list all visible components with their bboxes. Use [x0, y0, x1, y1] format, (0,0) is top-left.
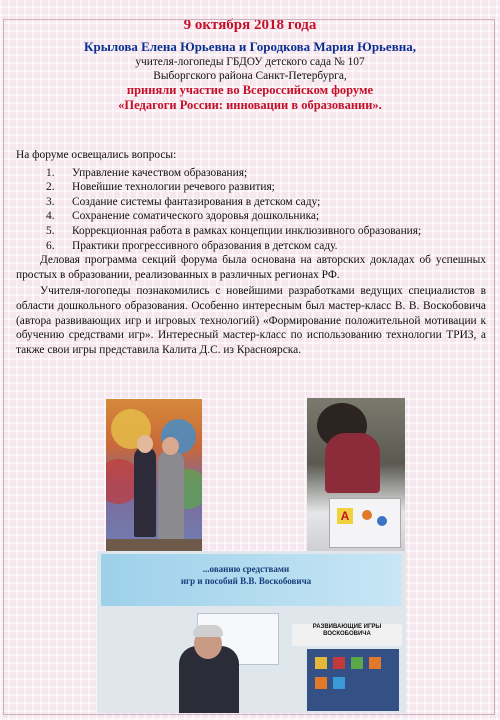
- event-line-2: «Педагоги России: инновации в образовании».: [118, 98, 382, 112]
- photo-teachers: [106, 399, 202, 557]
- event-line-1: приняли участие во Всероссийском форуме: [126, 83, 374, 97]
- slide-caption: ...ованию средствами игр и пособий В.В. Воскобовича: [180, 564, 312, 586]
- author-role: учителя-логопеды ГБДОУ детского сада № 107: [135, 56, 365, 68]
- article-body: [16, 148, 486, 357]
- photo-board-activity: A: [307, 398, 405, 562]
- paragraph-program: Деловая программа секций форума была основана на авторских докладах об успешных простых в образовании, реализованных в различных регионах РФ.: [16, 254, 486, 281]
- author-organization: Выборгского района Санкт-Петербурга,: [153, 70, 347, 82]
- games-banner: РАЗВИВАЮЩИЕ ИГРЫ ВОСКОБОВИЧА: [292, 624, 402, 646]
- list-item: 4. Сохранение соматического здоровья дошкольника;: [46, 210, 320, 223]
- list-item: 2. Новейшие технологии речевого развития;: [46, 181, 275, 194]
- event-date: 9 октября 2018 года: [183, 17, 317, 33]
- photo-masterclass: [97, 551, 406, 713]
- author-names: Крылова Елена Юрьевна и Городкова Мария Юрьевна,: [84, 39, 416, 54]
- paragraph-masterclass: Учителя-логопеды познакомились с новейшими разработками ведущих специалистов в области дошкольного образования. Особенно интересным был мастер-класс В. В. Воскобовича (автора развивающих игр и игровых технологий) «Формирование положительной мотивации к обучению средствами игр». Интересный мастер-класс по использованию технологии ТРИЗ, а также свои игры представила Калита Д.С. из Красноярска.: [16, 285, 486, 356]
- topics-list: [16, 166, 486, 254]
- slide-panel: [101, 554, 401, 606]
- topics-intro: На форуме освещались вопросы:: [16, 149, 177, 161]
- list-item: 3. Создание системы фантазирования в детском саду;: [46, 195, 321, 208]
- list-item: 5. Коррекционная работа в рамках концепции инклюзивного образования;: [46, 224, 422, 237]
- list-item: 1. Управление качеством образования;: [46, 166, 248, 179]
- game-board: [307, 649, 399, 711]
- list-item: 6. Практики прогрессивного образования в детском саду.: [46, 239, 338, 252]
